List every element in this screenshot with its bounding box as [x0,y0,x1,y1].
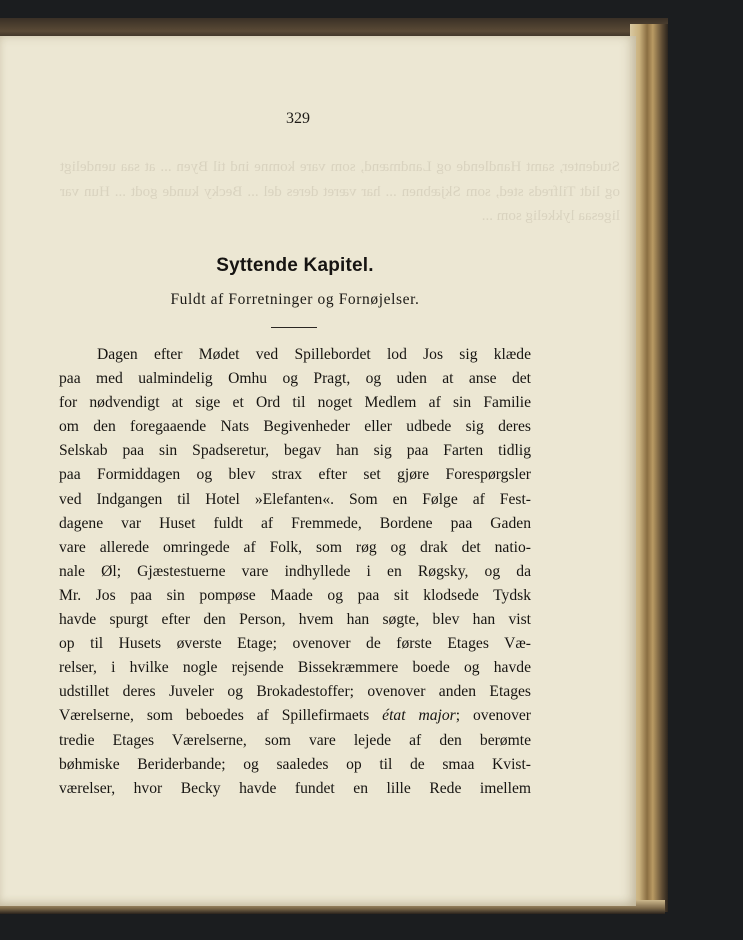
bleed-through-text: Studenter, samt Handlende og Landmænd, som vare komne ind til Byen ... at saa uendeligt og lidt Tilfreds sted, som Skjæbnen ... har været deres del ... Becky kunde godt ... Hun var ligesaa lykkelig som ... [60,159,620,224]
text-line: Mr. Jos paa sin pompøse Maade og paa sit klodsede Tydsk [59,586,531,604]
chapter-title: Syttende Kapitel. [216,255,374,276]
text-line: bøhmiske Beriderbande; og saaledes op til de smaa Kvist- [59,755,531,773]
text-segment: Værelserne, som beboedes af Spillefirmaets [59,707,370,725]
chapter-subtitle: Fuldt af Forretninger og Fornøjelser. [170,291,420,308]
text-line: Selskab paa sin Spadseretur, begav han sig paa Farten tidlig [59,442,531,460]
text-segment: ; ovenover [455,707,531,725]
text-line: udstillet deres Juveler og Brokadestoffer; ovenover anden Etages [59,683,531,701]
text-line: vare allerede omringede af Folk, som røg og drak det natio- [59,538,531,556]
text-line: Dagen efter Mødet ved Spillebordet lod Jos sig klæde [97,346,531,363]
text-line: nale Øl; Gjæstestuerne vare indhyllede i en Røgsky, og da [59,562,531,580]
text-line: værelser, hvor Becky havde fundet en lille Rede imellem [59,779,531,797]
title-divider [271,327,317,328]
text-line: havde spurgt efter den Person, hvem han søgte, blev han vist [59,611,531,629]
text-line: tredie Etages Værelserne, som vare lejede af den berømte [59,731,531,749]
text-line: paa Formiddagen og blev strax efter set gjøre Forespørgsler [59,466,531,484]
italic-term: état major [382,707,456,725]
page-number: 329 [286,110,310,127]
text-line: op til Husets øverste Etage; ovenover de første Etages Væ- [59,635,531,653]
text-line: relser, i hvilke nogle rejsende Bissekræmmere boede og havde [59,659,531,677]
text-line: for nødvendigt at sige et Ord til noget Medlem af sin Familie [59,394,531,412]
body-paragraph [59,343,531,801]
text-line: dagene var Huset fuldt af Fremmede, Bordene paa Gaden [59,514,531,532]
text-line: paa med ualmindelig Omhu og Pragt, og uden at anse det [59,370,531,388]
text-line: ved Indgangen til Hotel »Elefanten«. Som en Følge af Fest- [59,490,531,508]
text-line-with-italic [59,704,531,728]
text-line: om den foregaaende Nats Begivenheder eller udbede sig deres [59,418,531,436]
